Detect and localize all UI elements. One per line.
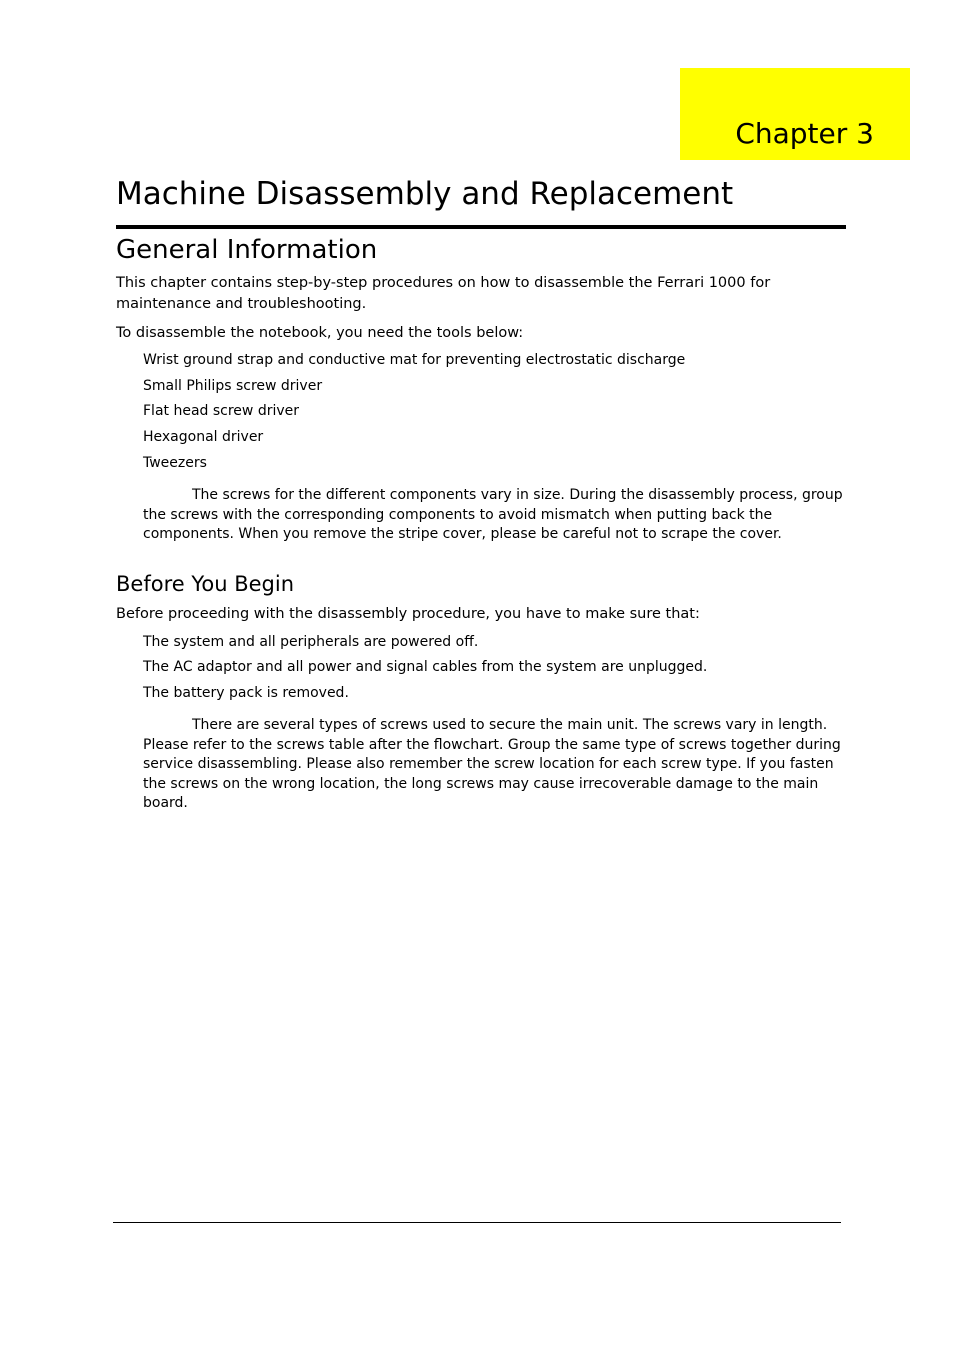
tools-lead: To disassemble the notebook, you need the tools below:	[116, 325, 524, 341]
page-title: Machine Disassembly and Replacement	[116, 176, 734, 212]
section-heading-before: Before You Begin	[116, 572, 295, 596]
before-lead: Before proceeding with the disassembly procedure, you have to make sure that:	[116, 606, 700, 622]
title-divider	[116, 225, 846, 229]
tool-item: Tweezers	[143, 455, 207, 471]
tool-item: Small Philips screw driver	[143, 378, 323, 394]
tool-item: Hexagonal driver	[143, 429, 264, 445]
tool-item: Wrist ground strap and conductive mat for preventing electrostatic discharge	[143, 352, 686, 368]
tool-item: Flat head screw driver	[143, 403, 300, 419]
chapter-tab	[680, 68, 910, 160]
chapter-label: Chapter 3	[735, 117, 874, 150]
screw-types-note: There are several types of screws used to secure the main unit. The screws vary in length. Please refer to the screws table after the flowchart. Group the same type of screws together during service disassembling. Please also remember the screw location for each screw type. If you fasten the screws on the wrong location, the long screws may cause irrecoverable damage to the main board.	[143, 717, 841, 811]
footer-divider	[113, 1222, 841, 1223]
intro-paragraph: This chapter contains step-by-step procedures on how to disassemble the Ferrari 1000 for maintenance and troubleshooting.	[116, 275, 771, 312]
checklist-item: The system and all peripherals are powered off.	[143, 634, 479, 650]
checklist-item: The AC adaptor and all power and signal cables from the system are unplugged.	[143, 659, 708, 675]
section-heading-general: General Information	[116, 235, 378, 265]
screws-note: The screws for the different components vary in size. During the disassembly process, group the screws with the corresponding components to avoid mismatch when putting back the components. When you remove the stripe cover, please be careful not to scrape the cover.	[143, 487, 843, 542]
checklist-item: The battery pack is removed.	[143, 685, 349, 701]
